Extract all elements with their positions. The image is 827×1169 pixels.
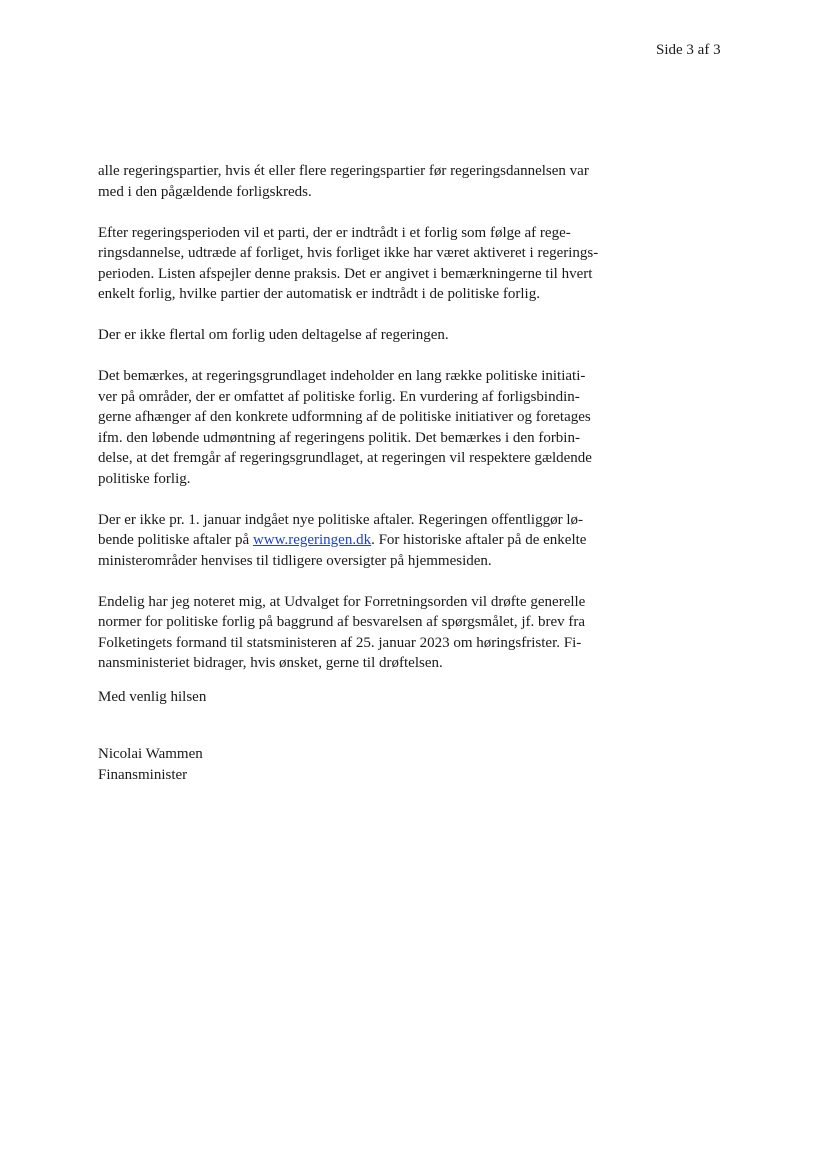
signature-block: [98, 744, 203, 785]
text-line: Efter regeringsperioden vil et parti, der er indtrådt i et forlig som følge af rege-: [98, 224, 571, 241]
text-line: Folketingets formand til statsministeren af 25. januar 2023 om høringsfrister. Fi-: [98, 634, 582, 651]
page-number: Side 3 af 3: [656, 42, 721, 58]
regeringen-link[interactable]: www.regeringen.dk: [252, 532, 372, 548]
paragraph-4: [98, 366, 638, 489]
signatory-name: Nicolai Wammen: [98, 746, 203, 762]
text-segment: bende politiske aftaler på: [98, 532, 253, 548]
text-line: ifm. den løbende udmøntning af regeringens politik. Det bemærkes i den forbin-: [98, 429, 580, 446]
text-line: gerne afhænger af den konkrete udformning af de politiske initiativer og foretages: [98, 409, 591, 425]
text-line: [98, 530, 638, 551]
text-line: Der er ikke pr. 1. januar indgået nye politiske aftaler. Regeringen offentliggør lø-: [98, 511, 583, 528]
paragraph-3: [98, 325, 638, 346]
letter-body: [98, 161, 638, 694]
text-line: nansministeriet bidrager, hvis ønsket, gerne til drøftelsen.: [98, 655, 443, 671]
text-line: delse, at det fremgår af regeringsgrundlaget, at regeringen vil respektere gældende: [98, 450, 592, 466]
text-line: Det bemærkes, at regeringsgrundlaget indeholder en lang række politiske initiati-: [98, 368, 586, 384]
signatory-title: Finansminister: [98, 766, 188, 783]
closing-greeting: Med venlig hilsen: [98, 689, 207, 705]
text-line: ministerområder henvises til tidligere oversigter på hjemmesiden.: [98, 552, 492, 569]
text-line: alle regeringspartier, hvis ét eller flere regeringspartier før regeringsdannelsen var: [98, 163, 589, 179]
paragraph-1: [98, 161, 638, 202]
text-line: politiske forlig.: [98, 470, 191, 487]
text-line: perioden. Listen afspejler denne praksis. Det er angivet i bemærkningerne til hvert: [98, 265, 593, 282]
paragraph-5: [98, 510, 638, 572]
paragraph-6: [98, 592, 638, 674]
text-line: Der er ikke flertal om forlig uden deltagelse af regeringen.: [98, 327, 449, 343]
text-segment: . For historiske aftaler på de enkelte: [371, 532, 587, 548]
text-line: Endelig har jeg noteret mig, at Udvalget for Forretningsorden vil drøfte generelle: [98, 593, 586, 610]
paragraph-2: [98, 223, 638, 305]
text-line: enkelt forlig, hvilke partier der automatisk er indtrådt i de politiske forlig.: [98, 286, 540, 302]
text-line: ver på områder, der er omfattet af politiske forlig. En vurdering af forligsbindin-: [98, 388, 580, 405]
text-line: ringsdannelse, udtræde af forliget, hvis forliget ikke har været aktiveret i regerings-: [98, 245, 599, 261]
text-line: med i den pågældende forligskreds.: [98, 183, 312, 200]
text-line: normer for politiske forlig på baggrund af besvarelsen af spørgsmålet, jf. brev fra: [98, 614, 586, 630]
